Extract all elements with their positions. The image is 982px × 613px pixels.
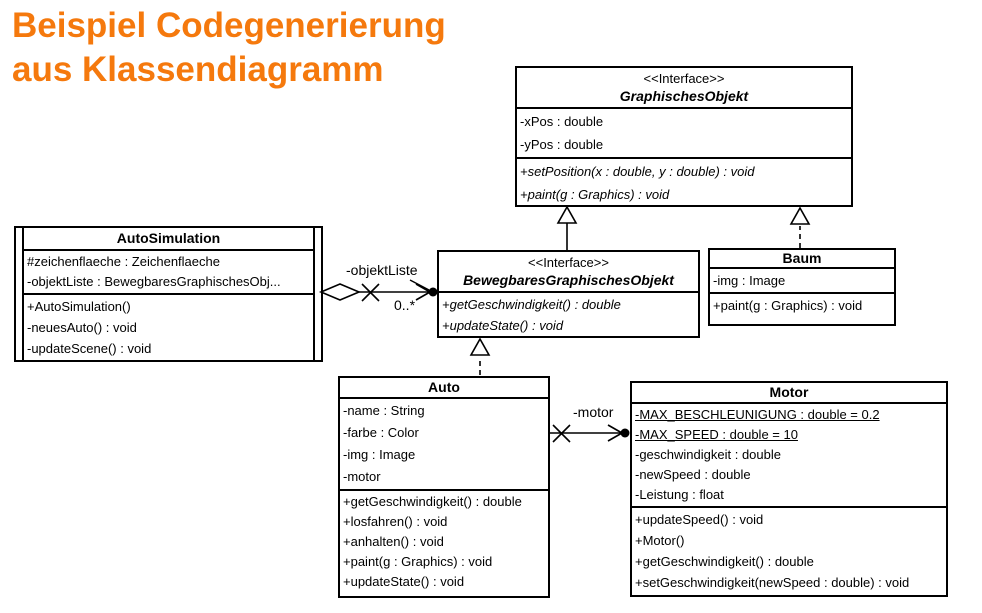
label-leader-line	[410, 280, 429, 290]
method-row: +setPosition(x : double, y : double) : void	[520, 164, 755, 179]
class-header	[439, 252, 698, 293]
page-title-line2: aus Klassendiagramm	[12, 50, 384, 89]
non-navigable-x-icon	[553, 425, 570, 442]
method-row: +setGeschwindigkeit(newSpeed : double) : void	[635, 575, 910, 590]
attribute-row: -img : Image	[343, 447, 416, 462]
association-multiplicity-objektliste: 0..*	[394, 297, 416, 313]
ownership-dot-icon	[621, 429, 630, 438]
attribute-row: -objektListe : BewegbaresGraphischesObj...	[27, 274, 281, 289]
class-box-graphisches-objekt	[515, 66, 853, 207]
attributes-compartment	[517, 109, 851, 159]
navigability-arrow-icon	[608, 425, 622, 441]
attribute-row: -motor	[343, 469, 381, 484]
class-name: AutoSimulation	[24, 228, 313, 251]
navigability-arrow-icon	[416, 284, 430, 300]
attribute-row: -img : Image	[713, 273, 786, 288]
class-name: BewegbaresGraphischesObjekt	[463, 272, 674, 288]
realization-baum-to-graphisches	[791, 208, 809, 248]
class-name: Motor	[632, 383, 946, 404]
methods-compartment	[710, 294, 894, 318]
method-row: +anhalten() : void	[343, 534, 444, 549]
methods-compartment	[632, 508, 946, 594]
attribute-row: #zeichenflaeche : Zeichenflaeche	[27, 254, 220, 269]
methods-compartment	[340, 491, 548, 593]
generalization-bewegbares-to-graphisches	[558, 207, 576, 250]
method-row: -updateScene() : void	[27, 341, 152, 356]
class-box-baum	[708, 248, 896, 326]
method-row: +updateState() : void	[343, 574, 465, 589]
attributes-compartment	[340, 399, 548, 491]
method-row: +losfahren() : void	[343, 514, 448, 529]
aggregation-diamond-icon	[321, 284, 359, 300]
class-box-auto	[338, 376, 550, 598]
methods-compartment	[439, 293, 698, 337]
method-row: +getGeschwindigkeit() : double	[343, 494, 522, 509]
class-box-bewegbares-graphisches-objekt	[437, 250, 700, 338]
class-box-motor	[630, 381, 948, 597]
method-row: +paint(g : Graphics) : void	[713, 298, 863, 313]
method-row: +AutoSimulation()	[27, 299, 131, 314]
association-label-motor: -motor	[573, 404, 614, 420]
methods-compartment	[24, 295, 313, 360]
attribute-row: -Leistung : float	[635, 487, 724, 502]
method-row: -neuesAuto() : void	[27, 320, 137, 335]
class-name: Auto	[340, 378, 548, 399]
attribute-row: -geschwindigkeit : double	[635, 447, 781, 462]
attribute-row: -yPos : double	[520, 137, 604, 152]
association-motor	[550, 425, 630, 442]
association-label-objektliste: -objektListe	[346, 262, 418, 278]
class-stereotype: <<Interface>>	[528, 255, 609, 270]
methods-compartment	[517, 159, 851, 207]
active-class-inner-border	[22, 228, 315, 360]
class-name: GraphischesObjekt	[619, 88, 749, 104]
method-row: +Motor()	[635, 533, 685, 548]
method-row: +getGeschwindigkeit() : double	[442, 297, 621, 312]
page-title	[12, 4, 446, 92]
generalization-triangle-icon	[558, 207, 576, 223]
generalization-triangle-icon	[791, 208, 809, 224]
method-row: +updateSpeed() : void	[635, 512, 764, 527]
generalization-triangle-icon	[471, 339, 489, 355]
attribute-row: -farbe : Color	[343, 425, 419, 440]
attributes-compartment	[632, 404, 946, 508]
class-stereotype: <<Interface>>	[643, 71, 725, 86]
class-header	[517, 68, 851, 109]
attribute-row: -xPos : double	[520, 114, 604, 129]
method-row: +paint(g : Graphics) : void	[343, 554, 493, 569]
static-attribute-row: -MAX_BESCHLEUNIGUNG : double = 0.2	[635, 407, 880, 422]
class-name: Baum	[710, 250, 894, 269]
class-box-auto-simulation	[14, 226, 323, 362]
attributes-compartment	[710, 269, 894, 294]
method-row: +paint(g : Graphics) : void	[520, 187, 670, 202]
method-row: +updateState() : void	[442, 318, 564, 333]
static-attribute-row: -MAX_SPEED : double = 10	[635, 427, 798, 442]
non-navigable-x-icon	[362, 284, 379, 301]
association-objektliste	[321, 280, 438, 301]
page-title-line1: Beispiel Codegenerierung	[12, 6, 446, 45]
attributes-compartment	[24, 251, 313, 295]
realization-auto-to-bewegbares	[471, 339, 489, 375]
method-row: +getGeschwindigkeit() : double	[635, 554, 814, 569]
attribute-row: -name : String	[343, 403, 425, 418]
attribute-row: -newSpeed : double	[635, 467, 751, 482]
